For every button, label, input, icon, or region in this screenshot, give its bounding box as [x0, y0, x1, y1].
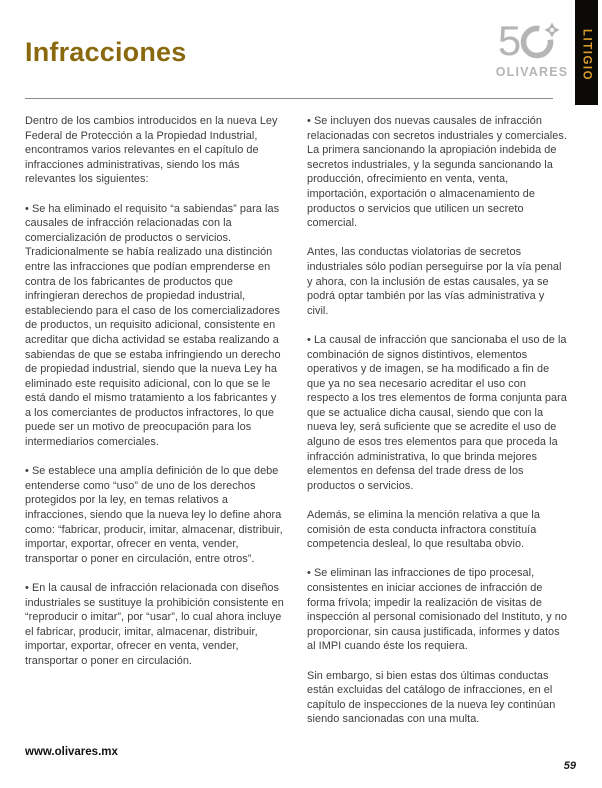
- body-paragraph: Sin embargo, si bien estas dos últimas conductas están excluidas del catálogo de infracciones, en el capítulo de inspecciones de la nueva ley continúan siendo sancionadas con una multa.: [307, 669, 556, 726]
- section-tab-label: LITIGIO: [580, 29, 593, 82]
- body-paragraph: • Se ha eliminado el requisito “a sabiendas” para las causales de infracción relacionadas con la comercialización de productos o servicios. Tradicionalmente se había realizado una distinción entre las infracciones que podían emprenderse en contra de los fabricantes de productos que infringieran derechos de propiedad industrial, estableciendo para el caso de los comercializadores de productos, un requisito adicional, consistente en acreditar que dicha actividad se estaba realizando a sabiendas de que se estaba infringiendo un derecho de propiedad industrial, siendo que la nueva Ley ha eliminado este requisito adicional, con lo que se le está dando el mismo tratamiento a los fabricantes y a los comerciantes de productos infractores, lo que puede ser un motivo de preocupación para los intermediarios comerciales.: [25, 202, 281, 449]
- footer-website-link[interactable]: www.olivares.mx: [25, 746, 118, 758]
- section-tab-litigio: [575, 0, 598, 105]
- logo-mark: [497, 17, 566, 64]
- body-paragraph: • Se establece una amplía definición de lo que debe entenderse como “uso” de uno de los derechos protegidos por la ley, en temas relativos a infracciones, siendo que la nueva ley lo define ahora como: “fabricar, producir, imitar, almacenar, distribuir, importar, exportar, ofrecer en venta, vender, transportar o poner en circulación, entre otros”.: [25, 465, 283, 565]
- body-paragraph: Dentro de los cambios introducidos en la nueva Ley Federal de Protección a la Propiedad Industrial, encontramos varios relevantes en el capítulo de infracciones administrativas, siendo los más relevantes los siguientes:: [25, 115, 278, 186]
- page-number: 59: [563, 760, 576, 772]
- logo-number: 5: [497, 17, 521, 64]
- olivares-50-logo: [494, 17, 570, 79]
- diamond-icon: [545, 23, 560, 38]
- body-paragraph: • La causal de infracción que sancionaba el uso de la combinación de signos distintivos, elementos operativos y de imagen, se ha modificado a fin de que ya no sea necesario acreditar el uso con respecto a los tres elementos de forma conjunta para que se actualice dicha causal, siendo que con la nueva ley, será suficiente que se acredite el uso de alguno de esos tres elementos para que proceda la infracción administrativa, lo que brinda mejores elementos en defensa del trade dress de los productos o servicios.: [307, 333, 567, 492]
- page-title: Infracciones: [25, 37, 187, 67]
- body-column-left: [25, 114, 285, 683]
- logo-wordmark: OLIVARES: [495, 65, 569, 79]
- body-paragraph: Además, se elimina la mención relativa a que la comisión de esta conducta infractora constituía competencia desleal, lo que resultaba obvio.: [307, 509, 540, 551]
- body-paragraph: • Se eliminan las infracciones de tipo procesal, consistentes en iniciar acciones de infracción de forma frívola; impedir la realización de visitas de inspección al personal comisionado del Instituto, y no proporcionar, sin causa justificada, informes y datos al IMPI cuando éste los requiera.: [307, 567, 567, 653]
- logo-zero-swoosh-icon: [520, 20, 566, 69]
- body-paragraph: Antes, las conductas violatorias de secretos industriales sólo podían perseguirse por la vía penal y ahora, con la inclusión de estas causales, ya se podrá optar también por las vías administrativa y civil.: [307, 246, 562, 317]
- body-paragraph: • En la causal de infracción relacionada con diseños industriales se sustituye la prohibición consistente en “reproducir o imitar”, por “usar”, lo cual ahora incluye el fabricar, producir, imitar, almacenar, distribuir, importar, exportar, ofrecer en venta, vender, transportar o poner en circulación.: [25, 582, 284, 667]
- header-divider: [25, 98, 553, 99]
- body-paragraph: • Se incluyen dos nuevas causales de infracción relacionadas con secretos industriales y comerciales. La primera sancionando la apropiación indebida de secretos industriales, y la segunda sancionando la producción, ofrecimiento en venta, venta, importación, exportación o almacenamiento de productos o servicios que utilicen un secreto comercial.: [307, 115, 567, 230]
- body-column-right: [307, 114, 567, 742]
